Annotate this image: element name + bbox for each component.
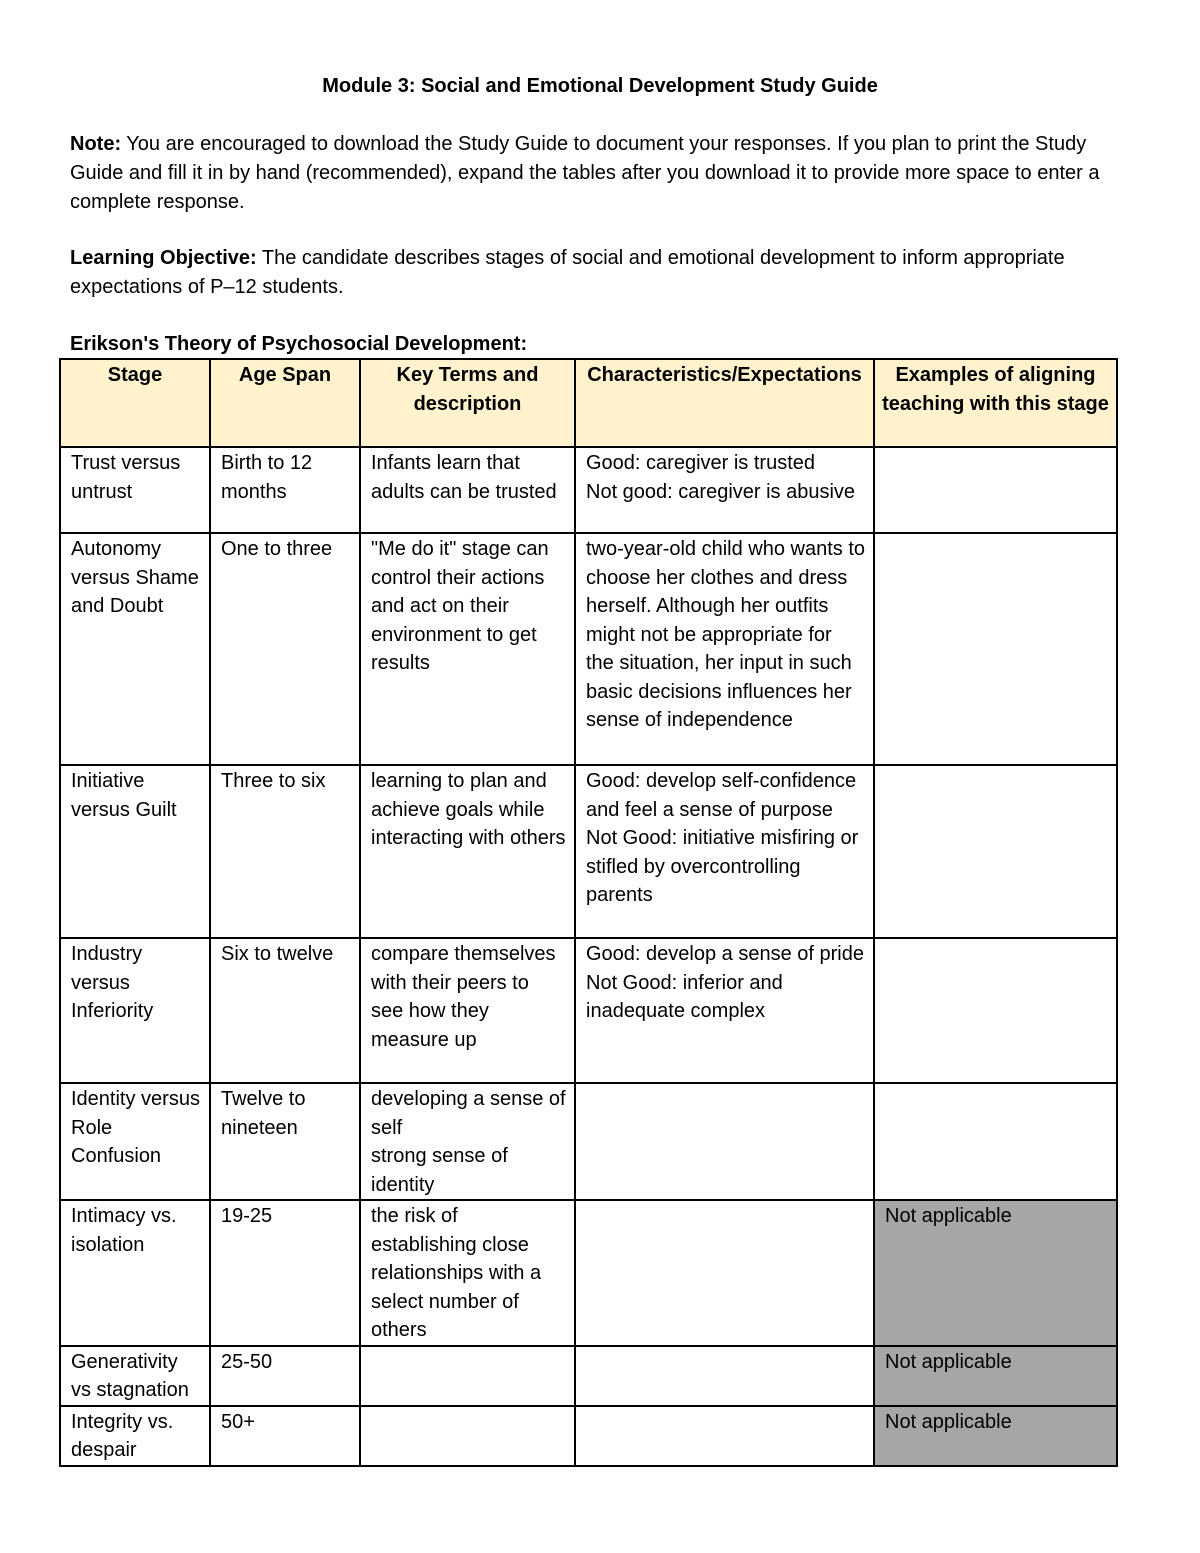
characteristics-cell bbox=[575, 533, 874, 765]
stage-cell: Intimacy vs. isolation bbox=[60, 1200, 210, 1346]
stage-cell: Trust versus untrust bbox=[60, 447, 210, 533]
characteristics-cell bbox=[575, 938, 874, 1083]
note-label: Note: bbox=[70, 133, 122, 155]
key-terms-line: developing a sense of self bbox=[371, 1088, 566, 1139]
characteristics-cell bbox=[575, 1346, 874, 1406]
table-header-row bbox=[60, 359, 1117, 447]
characteristics-cell bbox=[575, 765, 874, 938]
table-row bbox=[60, 1200, 1117, 1346]
characteristics-line: Good: develop a sense of pride bbox=[586, 943, 864, 965]
age-cell: Birth to 12 months bbox=[210, 447, 360, 533]
key-terms-cell: learning to plan and achieve goals while interacting with others bbox=[360, 765, 575, 938]
stage-cell: Integrity vs. despair bbox=[60, 1406, 210, 1466]
stage-cell: Identity versus Role Confusion bbox=[60, 1083, 210, 1200]
characteristics-cell bbox=[575, 1200, 874, 1346]
examples-cell bbox=[874, 1083, 1117, 1200]
table-row bbox=[60, 938, 1117, 1083]
header-key-terms: Key Terms and description bbox=[360, 359, 575, 447]
key-terms-cell bbox=[360, 1083, 575, 1200]
key-terms-cell: "Me do it" stage can control their actions and act on their environment to get results bbox=[360, 533, 575, 765]
key-terms-cell: the risk of establishing close relationships with a select number of others bbox=[360, 1200, 575, 1346]
table-row bbox=[60, 533, 1117, 765]
key-terms-line: strong sense of identity bbox=[371, 1145, 508, 1196]
characteristics-cell bbox=[575, 1406, 874, 1466]
examples-cell-not-applicable: Not applicable bbox=[874, 1406, 1117, 1466]
table-row bbox=[60, 1346, 1117, 1406]
age-cell: Six to twelve bbox=[210, 938, 360, 1083]
header-stage: Stage bbox=[60, 359, 210, 447]
age-cell: 19-25 bbox=[210, 1200, 360, 1346]
age-cell: One to three bbox=[210, 533, 360, 765]
note-paragraph bbox=[70, 130, 1130, 217]
age-cell: 25-50 bbox=[210, 1346, 360, 1406]
header-examples: Examples of aligning teaching with this stage bbox=[874, 359, 1117, 447]
characteristics-line: Not Good: initiative misfiring or stifled by overcontrolling parents bbox=[586, 827, 859, 906]
characteristics-line: Good: develop self-confidence and feel a sense of purpose bbox=[586, 770, 857, 821]
learning-objective-paragraph bbox=[70, 244, 1130, 302]
age-cell: Twelve to nineteen bbox=[210, 1083, 360, 1200]
table-heading: Erikson's Theory of Psychosocial Development: bbox=[70, 333, 528, 355]
examples-cell bbox=[874, 938, 1117, 1083]
characteristics-line: two-year-old child who wants to choose her clothes and dress herself. Although her outfits might not be appropriate for the situation, her input in such basic decisions influences her sense of independence bbox=[586, 538, 866, 731]
age-cell: 50+ bbox=[210, 1406, 360, 1466]
table-row bbox=[60, 765, 1117, 938]
key-terms-cell: compare themselves with their peers to see how they measure up bbox=[360, 938, 575, 1083]
stage-cell: Autonomy versus Shame and Doubt bbox=[60, 533, 210, 765]
note-text: You are encouraged to download the Study Guide to document your responses. If you plan to print the Study Guide and fill it in by hand (recommended), expand the tables after you download it to provide more space to enter a complete response. bbox=[70, 133, 1100, 213]
examples-cell bbox=[874, 533, 1117, 765]
characteristics-cell bbox=[575, 447, 874, 533]
characteristics-line: Not Good: inferior and inadequate complex bbox=[586, 971, 783, 1022]
key-terms-cell: Infants learn that adults can be trusted bbox=[360, 447, 575, 533]
examples-cell-not-applicable: Not applicable bbox=[874, 1200, 1117, 1346]
characteristics-line: Not good: caregiver is abusive bbox=[586, 480, 856, 503]
characteristics-cell bbox=[575, 1083, 874, 1200]
table-row bbox=[60, 1406, 1117, 1466]
key-terms-cell bbox=[360, 1406, 575, 1466]
key-terms-cell bbox=[360, 1346, 575, 1406]
characteristics-line: Good: caregiver is trusted bbox=[586, 452, 815, 474]
examples-cell-not-applicable: Not applicable bbox=[874, 1346, 1117, 1406]
table-row bbox=[60, 447, 1117, 533]
stage-cell: Generativity vs stagnation bbox=[60, 1346, 210, 1406]
table-row bbox=[60, 1083, 1117, 1200]
examples-cell bbox=[874, 765, 1117, 938]
learning-objective-label: Learning Objective: bbox=[70, 247, 257, 269]
examples-cell bbox=[874, 447, 1117, 533]
learning-objective-text: The candidate describes stages of social and emotional development to inform appropriate expectations of P–12 students. bbox=[70, 247, 1065, 298]
header-age-span: Age Span bbox=[210, 359, 360, 447]
document-title: Module 3: Social and Emotional Development Study Guide bbox=[322, 75, 878, 97]
erikson-stages-table bbox=[59, 358, 1118, 1467]
stage-cell: Initiative versus Guilt bbox=[60, 765, 210, 938]
stage-cell: Industry versus Inferiority bbox=[60, 938, 210, 1083]
header-characteristics: Characteristics/Expectations bbox=[575, 359, 874, 447]
age-cell: Three to six bbox=[210, 765, 360, 938]
